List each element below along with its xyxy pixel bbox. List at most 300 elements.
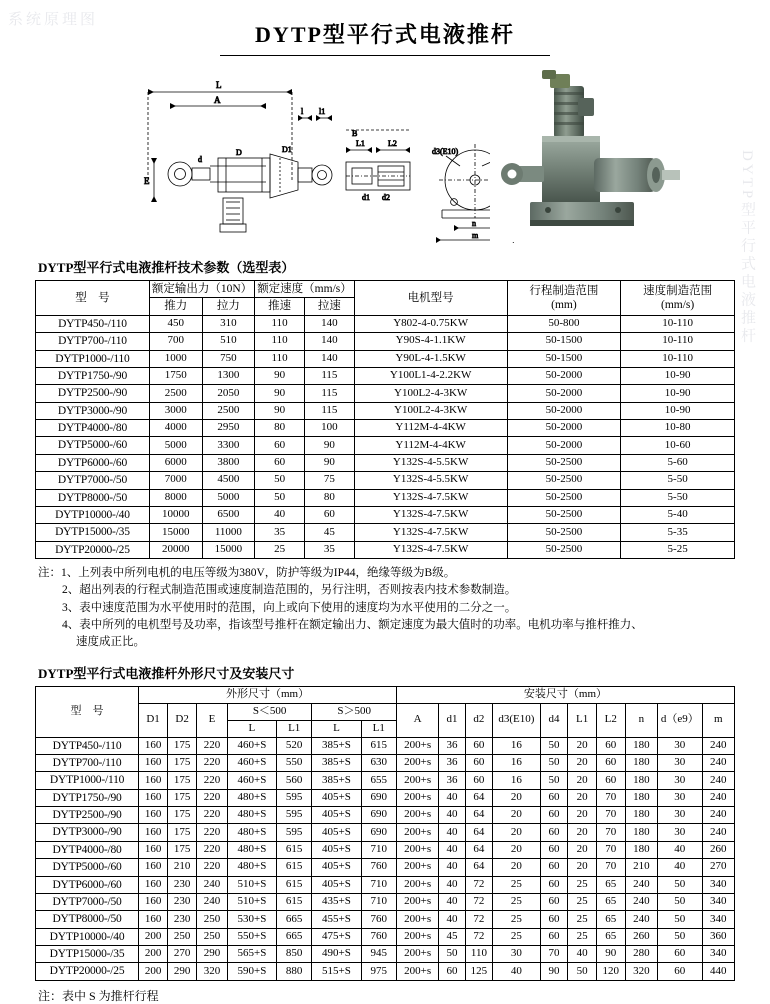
dim-cell-il1: 20: [568, 754, 596, 771]
table-row: [36, 506, 735, 523]
dim-cell-n: 240: [625, 876, 657, 893]
dim-cell-l1-small: 615: [276, 859, 311, 876]
table-row: [36, 946, 735, 963]
dim-cell-de9: 40: [658, 859, 703, 876]
dim-cell-d1: 160: [139, 754, 168, 771]
dim-cell-model: DYTP5000-/60: [36, 859, 139, 876]
table-row: [36, 315, 735, 332]
spec-cell-pull: 510: [202, 333, 255, 350]
table-row: [36, 789, 735, 806]
spec-cell-pull: 3300: [202, 437, 255, 454]
dim-cell-l-small: 480+S: [227, 789, 276, 806]
dim-cell-de9: 50: [658, 893, 703, 910]
spec-col-model: 型 号: [36, 281, 150, 316]
dim-cell-l-big: 490+S: [312, 946, 361, 963]
dim-cell-e: 220: [197, 754, 228, 771]
dim-cell-m: 240: [702, 772, 734, 789]
dim-cell-dd1: 40: [439, 824, 465, 841]
spec-section-heading: DYTP型平行式电液推杆技术参数（选型表）: [38, 260, 295, 275]
dim-cell-model: DYTP20000-/25: [36, 963, 139, 980]
spec-note-4: 4、表中所列的电机型号及功率，指该型号推杆在额定输出力、额定速度为最大值时的功率。电机功率与推杆推力、: [62, 618, 643, 631]
drawing-area: [30, 62, 740, 247]
dim-cell-il2: 60: [596, 754, 625, 771]
dim-cell-e: 250: [197, 911, 228, 928]
spec-cell-push: 2500: [149, 385, 202, 402]
spec-cell-pull-speed: 100: [304, 420, 354, 437]
spec-cell-push: 6000: [149, 454, 202, 471]
spec-cell-push: 8000: [149, 489, 202, 506]
dim-cell-dd2: 64: [465, 859, 492, 876]
dim-section-heading: DYTP型平行式电液推杆外形尺寸及安装尺寸: [38, 666, 295, 682]
table-row: [36, 489, 735, 506]
spec-col-speed: [621, 281, 735, 316]
dim-cell-l1-big: 710: [361, 876, 396, 893]
dim-cell-n: 210: [625, 859, 657, 876]
spec-note-1-text: 1、上列表中所列电机的电压等级为380V，防护等级为IP44，绝缘等级为B级。: [61, 567, 456, 579]
spec-cell-push: 20000: [149, 541, 202, 558]
dim-cell-d2: 175: [168, 824, 197, 841]
dim-cell-l-small: 510+S: [227, 876, 276, 893]
dim-cell-dd1: 36: [439, 754, 465, 771]
spec-cell-model: DYTP4000-/80: [36, 420, 150, 437]
spec-cell-push: 4000: [149, 420, 202, 437]
dim-cell-d3: 16: [493, 772, 540, 789]
page-title: DYTP型平行式电液推杆: [255, 22, 515, 47]
spec-cell-stroke: 50-2500: [507, 506, 621, 523]
dim-cell-il1: 25: [568, 911, 596, 928]
dim-cell-l1-big: 945: [361, 946, 396, 963]
spec-notes-label: 注：: [38, 567, 61, 579]
dim-col-l-small: L: [227, 720, 276, 737]
table-row: [36, 754, 735, 771]
dim-cell-e: 240: [197, 876, 228, 893]
dim-cell-dd1: 40: [439, 841, 465, 858]
table-row: [36, 841, 735, 858]
dim-table-body: [36, 737, 735, 980]
spec-col-pull-speed: 拉速: [304, 298, 354, 315]
dim-cell-e: 240: [197, 893, 228, 910]
dim-cell-model: DYTP450-/110: [36, 737, 139, 754]
dim-cell-model: DYTP4000-/80: [36, 841, 139, 858]
dim-cell-a: 200+s: [396, 772, 438, 789]
spec-cell-speed: 10-110: [621, 333, 735, 350]
spec-cell-pull-speed: 115: [304, 402, 354, 419]
dim-cell-l-big: 405+S: [312, 789, 361, 806]
dim-cell-l1-small: 520: [276, 737, 311, 754]
dim-cell-d4: 70: [540, 946, 568, 963]
dim-cell-l-big: 385+S: [312, 737, 361, 754]
dim-cell-d3: 40: [493, 963, 540, 980]
dim-cell-a: 200+s: [396, 928, 438, 945]
dim-cell-il2: 60: [596, 772, 625, 789]
dim-cell-d2: 210: [168, 859, 197, 876]
spec-note-1: [38, 565, 732, 582]
dim-cell-dd2: 60: [465, 737, 492, 754]
dim-cell-d1: 160: [139, 807, 168, 824]
dim-cell-l1-small: 880: [276, 963, 311, 980]
scan-ghost-text: DYTP型平行式电液推杆: [739, 150, 755, 346]
table-row: [36, 893, 735, 910]
dim-cell-dd2: 72: [465, 876, 492, 893]
dim-cell-l-big: 385+S: [312, 754, 361, 771]
dim-cell-d2: 175: [168, 737, 197, 754]
dim-cell-d3: 16: [493, 754, 540, 771]
dim-cell-m: 340: [702, 946, 734, 963]
table-row: [36, 333, 735, 350]
spec-cell-motor: Y112M-4-4KW: [354, 437, 507, 454]
dim-cell-l-small: 480+S: [227, 807, 276, 824]
table-row: [36, 824, 735, 841]
dim-cell-d2: 250: [168, 928, 197, 945]
dim-cell-l-big: 405+S: [312, 841, 361, 858]
dim-cell-de9: 50: [658, 911, 703, 928]
spec-cell-pull-speed: 90: [304, 454, 354, 471]
spec-cell-push-speed: 90: [255, 367, 305, 384]
spec-cell-speed: 5-40: [621, 506, 735, 523]
dim-cell-d1: 200: [139, 946, 168, 963]
dim-cell-l1-big: 630: [361, 754, 396, 771]
dim-cell-d2: 270: [168, 946, 197, 963]
table-row: [36, 772, 735, 789]
dim-cell-de9: 30: [658, 754, 703, 771]
dim-cell-de9: 30: [658, 807, 703, 824]
dim-cell-l1-small: 665: [276, 928, 311, 945]
dim-cell-il1: 25: [568, 893, 596, 910]
spec-cell-push-speed: 25: [255, 541, 305, 558]
dim-cell-de9: 30: [658, 824, 703, 841]
dim-cell-l1-big: 710: [361, 893, 396, 910]
spec-cell-push: 450: [149, 315, 202, 332]
table-row: [36, 876, 735, 893]
dim-cell-il1: 20: [568, 824, 596, 841]
dim-cell-m: 240: [702, 807, 734, 824]
dim-cell-d1: 160: [139, 893, 168, 910]
dim-cell-il2: 65: [596, 876, 625, 893]
svg-text:L: L: [216, 80, 222, 90]
dim-cell-l-big: 405+S: [312, 824, 361, 841]
dim-cell-l1-big: 710: [361, 841, 396, 858]
spec-table: [35, 280, 735, 559]
spec-cell-speed: 10-110: [621, 315, 735, 332]
table-row: [36, 437, 735, 454]
spec-cell-push-speed: 110: [255, 350, 305, 367]
dim-cell-d4: 90: [540, 963, 568, 980]
dim-cell-d4: 60: [540, 824, 568, 841]
dim-cell-il2: 65: [596, 911, 625, 928]
spec-cell-pull: 2950: [202, 420, 255, 437]
spec-cell-push-speed: 60: [255, 454, 305, 471]
spec-cell-pull-speed: 90: [304, 437, 354, 454]
dim-col-e: E: [197, 704, 228, 738]
spec-col-motor: 电机型号: [354, 281, 507, 316]
dim-cell-dd2: 110: [465, 946, 492, 963]
spec-cell-speed: 5-50: [621, 489, 735, 506]
dim-cell-dd1: 40: [439, 876, 465, 893]
dim-cell-model: DYTP8000-/50: [36, 911, 139, 928]
dim-cell-l1-big: 760: [361, 859, 396, 876]
spec-cell-motor: Y100L2-4-3KW: [354, 385, 507, 402]
spec-cell-stroke: 50-2500: [507, 541, 621, 558]
dim-cell-n: 180: [625, 841, 657, 858]
spec-cell-motor: Y132S-4-5.5KW: [354, 454, 507, 471]
spec-cell-model: DYTP3000-/90: [36, 402, 150, 419]
dim-cell-n: 180: [625, 807, 657, 824]
spec-cell-push-speed: 50: [255, 489, 305, 506]
dim-cell-n: 180: [625, 772, 657, 789]
dim-cell-a: 200+s: [396, 876, 438, 893]
spec-cell-push-speed: 110: [255, 315, 305, 332]
dim-cell-d1: 160: [139, 789, 168, 806]
dim-cell-d3: 25: [493, 876, 540, 893]
dim-cell-dd1: 36: [439, 772, 465, 789]
table-row: [36, 859, 735, 876]
spec-cell-motor: Y100L2-4-3KW: [354, 402, 507, 419]
dim-cell-d1: 200: [139, 963, 168, 980]
spec-cell-pull: 6500: [202, 506, 255, 523]
dim-cell-l-big: 515+S: [312, 963, 361, 980]
dim-col-il1: L1: [568, 704, 596, 738]
dim-cell-d3: 25: [493, 928, 540, 945]
spec-cell-model: DYTP7000-/50: [36, 472, 150, 489]
dim-cell-il1: 20: [568, 859, 596, 876]
spec-cell-speed: 5-25: [621, 541, 735, 558]
dim-col-dd1: d1: [439, 704, 465, 738]
dim-cell-de9: 30: [658, 737, 703, 754]
dim-cell-d4: 60: [540, 911, 568, 928]
table-row: [36, 472, 735, 489]
dim-cell-d3: 16: [493, 737, 540, 754]
dim-cell-dd2: 60: [465, 772, 492, 789]
dim-cell-e: 220: [197, 824, 228, 841]
dim-cell-l-small: 460+S: [227, 754, 276, 771]
dim-cell-model: DYTP6000-/60: [36, 876, 139, 893]
spec-cell-model: DYTP20000-/25: [36, 541, 150, 558]
dim-cell-l-small: 460+S: [227, 772, 276, 789]
spec-table-body: [36, 315, 735, 558]
dim-cell-l-small: 460+S: [227, 737, 276, 754]
dim-col-install: 安装尺寸（mm）: [396, 687, 734, 704]
dim-cell-dd2: 64: [465, 807, 492, 824]
table-row: [36, 807, 735, 824]
spec-cell-model: DYTP10000-/40: [36, 506, 150, 523]
dim-cell-d2: 230: [168, 911, 197, 928]
dim-table: [35, 686, 735, 981]
dim-cell-e: 220: [197, 859, 228, 876]
dim-cell-e: 220: [197, 841, 228, 858]
spec-cell-stroke: 50-2000: [507, 367, 621, 384]
dim-cell-dd2: 72: [465, 928, 492, 945]
dim-col-d3: d3(E10): [493, 704, 540, 738]
dim-cell-d1: 160: [139, 911, 168, 928]
spec-cell-pull-speed: 60: [304, 506, 354, 523]
spec-col-pull: 拉力: [202, 298, 255, 315]
spec-cell-push: 1750: [149, 367, 202, 384]
spec-cell-model: DYTP8000-/50: [36, 489, 150, 506]
spec-cell-pull-speed: 35: [304, 541, 354, 558]
dim-cell-d2: 175: [168, 772, 197, 789]
dim-cell-il2: 65: [596, 928, 625, 945]
dim-cell-il1: 25: [568, 876, 596, 893]
svg-text:d2: d2: [382, 193, 390, 202]
spec-cell-push-speed: 50: [255, 472, 305, 489]
spec-cell-push: 5000: [149, 437, 202, 454]
dim-cell-d4: 50: [540, 737, 568, 754]
spec-cell-model: DYTP6000-/60: [36, 454, 150, 471]
dim-cell-l-small: 550+S: [227, 928, 276, 945]
svg-text:A: A: [214, 95, 221, 105]
dim-cell-dd2: 60: [465, 754, 492, 771]
dim-col-model: 型 号: [36, 687, 139, 737]
dim-cell-d3: 25: [493, 911, 540, 928]
spec-cell-speed: 10-90: [621, 367, 735, 384]
dim-cell-d4: 60: [540, 807, 568, 824]
dim-cell-dd1: 45: [439, 928, 465, 945]
dim-cell-d4: 60: [540, 841, 568, 858]
dim-cell-il2: 65: [596, 893, 625, 910]
table-row: [36, 402, 735, 419]
dim-cell-l1-big: 690: [361, 789, 396, 806]
dim-cell-a: 200+s: [396, 824, 438, 841]
dim-cell-dd1: 40: [439, 893, 465, 910]
dim-cell-dd2: 64: [465, 789, 492, 806]
dim-col-d4: d4: [540, 704, 568, 738]
svg-text:B: B: [352, 129, 358, 138]
dim-cell-d4: 50: [540, 772, 568, 789]
dim-cell-de9: 50: [658, 928, 703, 945]
dim-cell-dd1: 40: [439, 807, 465, 824]
dim-cell-d2: 230: [168, 876, 197, 893]
dim-cell-d3: 20: [493, 824, 540, 841]
dim-cell-l1-small: 560: [276, 772, 311, 789]
dim-cell-l-big: 455+S: [312, 911, 361, 928]
dim-cell-il1: 20: [568, 789, 596, 806]
dim-cell-m: 270: [702, 859, 734, 876]
table-row: [36, 420, 735, 437]
svg-text:L1: L1: [356, 139, 365, 148]
table-row: [36, 367, 735, 384]
dim-cell-dd1: 36: [439, 737, 465, 754]
dim-cell-n: 260: [625, 928, 657, 945]
dim-cell-l-big: 385+S: [312, 772, 361, 789]
spec-cell-motor: Y100L1-4-2.2KW: [354, 367, 507, 384]
spec-cell-speed: 5-50: [621, 472, 735, 489]
table-row: [36, 350, 735, 367]
dim-cell-model: DYTP3000-/90: [36, 824, 139, 841]
dim-cell-n: 180: [625, 824, 657, 841]
spec-col-rated-speed: 额定速度（mm/s）: [255, 281, 355, 298]
dim-cell-d3: 20: [493, 859, 540, 876]
svg-text:D: D: [236, 148, 242, 157]
dim-cell-n: 180: [625, 754, 657, 771]
dim-cell-il2: 60: [596, 737, 625, 754]
dim-col-s-gt: S＞500: [312, 704, 397, 721]
spec-cell-stroke: 50-800: [507, 315, 621, 332]
dim-cell-a: 200+s: [396, 754, 438, 771]
table-row: [36, 385, 735, 402]
spec-cell-push-speed: 35: [255, 524, 305, 541]
spec-header-row-1: [36, 281, 735, 298]
spec-col-speed-label: 速度制造范围: [643, 284, 713, 297]
dim-cell-m: 240: [702, 824, 734, 841]
dim-cell-l-small: 480+S: [227, 841, 276, 858]
spec-cell-motor: Y132S-4-5.5KW: [354, 472, 507, 489]
table-row: [36, 737, 735, 754]
spec-cell-model: DYTP5000-/60: [36, 437, 150, 454]
dim-cell-d2: 230: [168, 893, 197, 910]
dim-cell-de9: 40: [658, 841, 703, 858]
dim-col-dd2: d2: [465, 704, 492, 738]
dim-cell-il1: 40: [568, 946, 596, 963]
dim-cell-d1: 160: [139, 772, 168, 789]
dim-cell-dd2: 125: [465, 963, 492, 980]
dim-cell-m: 340: [702, 893, 734, 910]
dim-col-il2: L2: [596, 704, 625, 738]
svg-text:l1: l1: [319, 107, 326, 116]
spec-cell-motor: Y132S-4-7.5KW: [354, 524, 507, 541]
dim-cell-d2: 175: [168, 841, 197, 858]
spec-cell-model: DYTP1750-/90: [36, 367, 150, 384]
dim-cell-l1-small: 550: [276, 754, 311, 771]
dim-cell-model: DYTP1750-/90: [36, 789, 139, 806]
dim-cell-l1-small: 595: [276, 807, 311, 824]
dim-col-outer: 外形尺寸（mm）: [139, 687, 397, 704]
spec-col-rated-output: 额定输出力（10N）: [149, 281, 254, 298]
spec-cell-model: DYTP450-/110: [36, 315, 150, 332]
spec-cell-motor: Y802-4-0.75KW: [354, 315, 507, 332]
spec-cell-pull-speed: 140: [304, 315, 354, 332]
svg-text:d: d: [198, 155, 202, 164]
spec-cell-push: 1000: [149, 350, 202, 367]
spec-cell-push-speed: 40: [255, 506, 305, 523]
spec-cell-pull: 11000: [202, 524, 255, 541]
dim-cell-d1: 160: [139, 859, 168, 876]
table-row: [36, 541, 735, 558]
dim-col-de9: d（e9）: [658, 704, 703, 738]
dim-cell-e: 290: [197, 946, 228, 963]
spec-cell-pull: 2500: [202, 402, 255, 419]
table-row: [36, 911, 735, 928]
dim-cell-a: 200+s: [396, 841, 438, 858]
dim-cell-n: 180: [625, 789, 657, 806]
dim-cell-dd2: 64: [465, 841, 492, 858]
svg-text:n: n: [472, 219, 476, 228]
dim-cell-n: 240: [625, 893, 657, 910]
dim-cell-d2: 175: [168, 789, 197, 806]
dim-cell-d4: 60: [540, 859, 568, 876]
spec-cell-pull: 750: [202, 350, 255, 367]
dim-cell-l-big: 435+S: [312, 893, 361, 910]
dim-cell-a: 200+s: [396, 789, 438, 806]
dim-cell-il2: 90: [596, 946, 625, 963]
dim-cell-m: 240: [702, 737, 734, 754]
spec-cell-model: DYTP700-/110: [36, 333, 150, 350]
dim-cell-a: 200+s: [396, 737, 438, 754]
dim-cell-model: DYTP700-/110: [36, 754, 139, 771]
dim-cell-l1-big: 760: [361, 911, 396, 928]
dim-col-n: n: [625, 704, 657, 738]
dim-cell-de9: 60: [658, 963, 703, 980]
dim-cell-l1-big: 690: [361, 824, 396, 841]
dim-cell-il1: 20: [568, 772, 596, 789]
dim-cell-e: 220: [197, 807, 228, 824]
spec-cell-stroke: 50-1500: [507, 333, 621, 350]
dim-cell-il2: 70: [596, 807, 625, 824]
spec-cell-speed: 10-60: [621, 437, 735, 454]
dim-col-a: A: [396, 704, 438, 738]
dim-cell-m: 240: [702, 789, 734, 806]
dim-cell-l-small: 480+S: [227, 824, 276, 841]
spec-cell-stroke: 50-1500: [507, 350, 621, 367]
